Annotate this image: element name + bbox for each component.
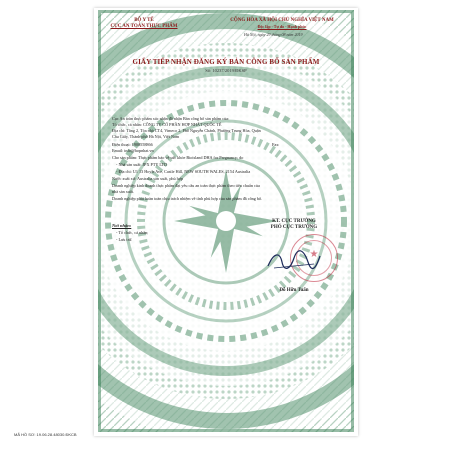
handwritten-signature bbox=[264, 248, 324, 272]
certificate-content bbox=[94, 8, 358, 436]
body-line: Doanh nghiệp kinh doanh thực phẩm đạt yêu cầu an toàn thực phẩm theo tiêu chuẩn của bbox=[112, 183, 260, 188]
signatory-title bbox=[244, 219, 344, 231]
document-title: GIẤY TIẾP NHẬN ĐĂNG KÝ BẢN CÔNG BỐ SẢN PHẨM bbox=[132, 58, 320, 66]
body-line: Địa chỉ: Tầng 2, Tòa nhà CT4, Vimeco 2, Phố Nguyễn Chánh, Phường Trung Hòa, Quận bbox=[112, 128, 261, 133]
signer-name: Đỗ Hữu Tuấn bbox=[279, 288, 309, 293]
signatory-line-1: KT. CỤC TRƯỞNG bbox=[272, 219, 316, 224]
issue-date: Hà Nội, ngày 29 tháng 08 năm 2019 bbox=[244, 32, 303, 37]
header-national-block bbox=[212, 18, 352, 30]
document-number: Số: 10237/2019/ĐKSP bbox=[205, 68, 247, 73]
recipients-title: Nơi nhận: bbox=[112, 223, 132, 228]
body-line: Nước xuất xứ: Australia sản xuất, phù hợp bbox=[112, 176, 184, 181]
body-line: Doanh nghiệp phải hoàn toàn chịu trách nhiệm về tính phù hợp của sản phẩm đã công bố. bbox=[112, 196, 263, 201]
signatory-line-2: PHÓ CỤC TRƯỞNG bbox=[270, 225, 318, 230]
country-name: CỘNG HÒA XÃ HỘI CHỦ NGHĨA VIỆT NAM bbox=[230, 18, 334, 23]
body-line: Điện thoại: 1900558866 bbox=[112, 142, 153, 147]
recipient-item: - Tổ chức, cá nhân; bbox=[116, 230, 149, 235]
body-line: Cục An toàn thực phẩm xác nhận đã nhận Bản công bố sản phẩm của: bbox=[112, 116, 230, 121]
recipient-item: - Lưu trữ. bbox=[116, 237, 133, 242]
body-line: Cầu Giấy, Thành phố Hà Nội, Việt Nam bbox=[112, 134, 180, 139]
certificate-page bbox=[94, 8, 358, 436]
ministry-name: BỘ Y TẾ bbox=[134, 18, 154, 23]
department-name: CỤC AN TOÀN THỰC PHẨM bbox=[110, 24, 178, 29]
dossier-code: MÃ HỒ SƠ: 19.06.28.48030.ĐKCB bbox=[14, 432, 77, 437]
body-line: Email: info@hopnhat.vn bbox=[112, 148, 154, 153]
national-motto: Độc lập - Tự do - Hạnh phúc bbox=[257, 24, 307, 29]
body-line: Cho sản phẩm: Thực phẩm bảo vệ sức khỏe Bioisland DHA for Pregnancy; do bbox=[112, 155, 244, 160]
header-ministry-block bbox=[104, 18, 184, 30]
seal-star-icon: ★ bbox=[309, 249, 319, 260]
body-line: Tổ chức, cá nhân: CÔNG TY CỔ PHẦN HỢP NHẤT QUỐC TẾ bbox=[112, 122, 222, 127]
body-line: - Địa chỉ: U1 13 Hoyle Ave, Castle Hill, NEW SOUTH WALES, 2154 Australia bbox=[116, 169, 251, 174]
fax-label: Fax: bbox=[272, 142, 280, 147]
body-line: nhà sản xuất. bbox=[112, 189, 134, 194]
body-line: - Nhà sản xuất: JPX PTY LTD bbox=[116, 162, 168, 167]
